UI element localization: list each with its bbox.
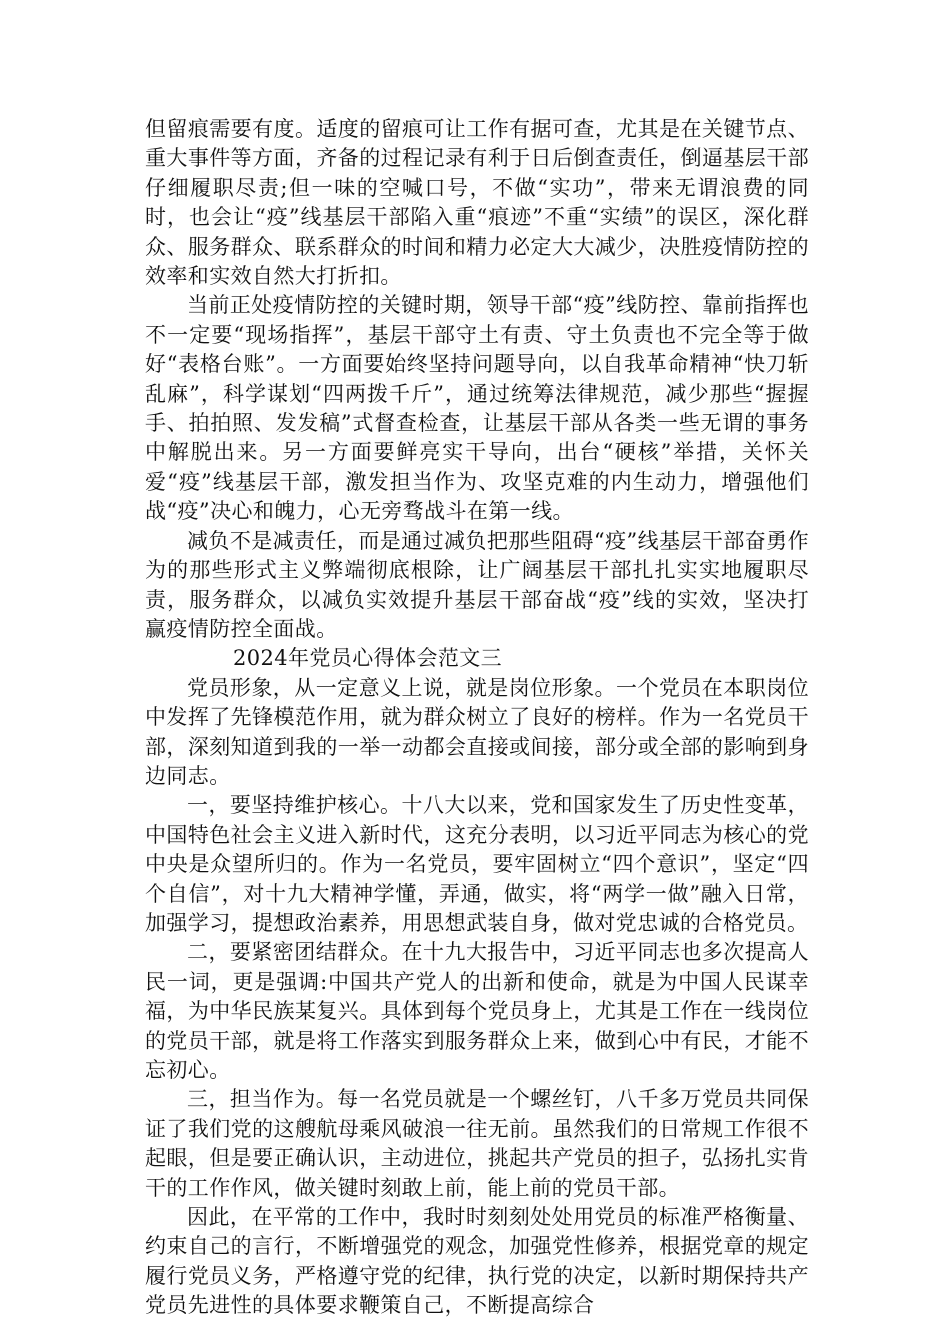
paragraph-1: 但留痕需要有度。适度的留痕可让工作有据可查，尤其是在关键节点、重大事件等方面，齐备的过程记录有利于日后倒查责任，倒逼基层干部仔细履职尽责;但一味的空喊口号，不做“实功”，带来无谓浪费的同时，也会让“疫”线基层干部陷入重“痕迹”不重“实绩”的误区，深化群众、服务群众、联系群众的时间和精力必定大大减少，决胜疫情防控的效率和实效自然大打折扣。 xyxy=(145,117,809,289)
document-body xyxy=(145,115,809,1321)
paragraph-3: 减负不是减责任，而是通过减负把那些阻碍“疫”线基层干部奋勇作为的那些形式主义弊端彻底根除，让广阔基层干部扎扎实实地履职尽责，服务群众，以减负实效提升基层干部奋战“疫”线的实效，坚决打赢疫情防控全面战。 xyxy=(145,528,809,641)
section-paragraph-5: 因此，在平常的工作中，我时时刻刻处处用党员的标准严格衡量、约束自己的言行，不断增强党的观念，加强党性修养，根据党章的规定履行党员义务，严格遵守党的纪律，执行党的决定，以新时期保持共产党员先进性的具体要求鞭策自己，不断提高综合 xyxy=(145,1205,809,1318)
section-heading: 2024年党员心得体会范文三 xyxy=(233,646,503,671)
section-paragraph-1: 党员形象，从一定意义上说，就是岗位形象。一个党员在本职岗位中发挥了先锋模范作用，就为群众树立了良好的榜样。作为一名党员干部，深刻知道到我的一举一动都会直接或间接，部分或全部的影响到身边同志。 xyxy=(145,675,809,788)
section-paragraph-3: 二，要紧密团结群众。在十九大报告中，习近平同志也多次提高人民一词，更是强调:中国共产党人的出新和使命，就是为中国人民谋幸福，为中华民族某复兴。具体到每个党员身上，尤其是工作在一线岗位的党员干部，就是将工作落实到服务群众上来，做到心中有民，才能不忘初心。 xyxy=(145,940,809,1082)
section-paragraph-2: 一，要坚持维护核心。十八大以来，党和国家发生了历史性变革，中国特色社会主义进入新时代，这充分表明，以习近平同志为核心的党中央是众望所归的。作为一名党员，要牢固树立“四个意识”，坚定“四个自信”，对十九大精神学懂，弄通，做实，将“两学一做”融入日常，加强学习，提想政治素养，用思想武装自身，做对党忠诚的合格党员。 xyxy=(145,793,809,935)
paragraph-2: 当前正处疫情防控的关键时期，领导干部“疫”线防控、靠前指挥也不一定要“现场指挥”，基层干部守土有责、守土负责也不完全等于做好“表格台账”。一方面要始终坚持问题导向，以自我革命精神“快刀斩乱麻”，科学谋划“四两拨千斤”，通过统筹法律规范，减少那些“握握手、拍拍照、发发稿”式督查检查，让基层干部从各类一些无谓的事务中解脱出来。另一方面要鲜亮实干导向，出台“硬核”举措，关怀关爱“疫”线基层干部，激发担当作为、攻坚克难的内生动力，增强他们战“疫”决心和魄力，心无旁骛战斗在第一线。 xyxy=(145,293,809,524)
section-paragraph-4: 三，担当作为。每一名党员就是一个螺丝钉，八千多万党员共同保证了我们党的这艘航母乘风破浪一往无前。虽然我们的日常规工作很不起眼，但是要正确认识，主动进位，挑起共产党员的担子，弘扬扎实肯干的工作作风，做关键时刻敢上前，能上前的党员干部。 xyxy=(145,1087,809,1200)
